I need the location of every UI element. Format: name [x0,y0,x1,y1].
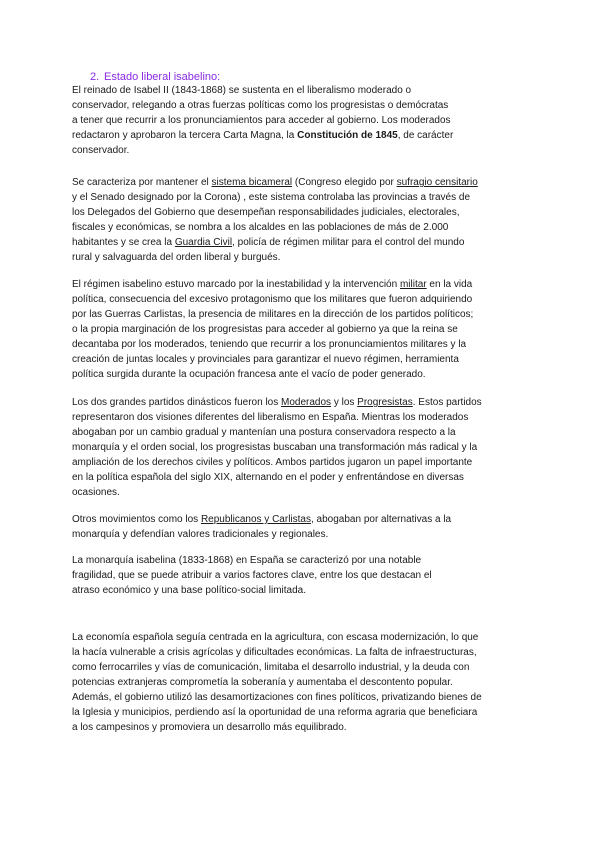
link-moderados: Moderados [281,397,332,408]
text-line: rural y salvaguarda del orden liberal y burgués. [72,252,281,263]
link-sufragio-censitario: sufragio censitario [396,177,478,188]
text-line: y el Senado designado por la Corona) , este sistema controlaba las provincias a través de [72,192,471,203]
text-line: La economía española seguía centrada en la agricultura, con escasa modernización, lo que [72,632,479,643]
text-line: política surgida durante la ocupación francesa ante el vacío de poder generado. [72,369,426,380]
text-line: la Iglesia y municipios, perdiendo así la oportunidad de una reforma agraria que beneficiara [72,707,478,718]
text-line: fragilidad, que se puede atribuir a varios factores clave, entre los que destacan el [72,570,432,581]
section-title: Estado liberal isabelino: [104,71,221,83]
paragraph-inestabilidad [72,277,542,382]
paragraph-sistema [72,175,542,265]
text-line: potencias extranjeras comprometía la soberanía y aumentaba el descontento popular. [72,677,453,688]
text-line: La monarquía isabelina (1833-1868) en España se caracterizó por una notable [72,555,422,566]
link-progresistas: Progresistas [357,397,413,408]
text-line: Se caracteriza por mantener el sistema bicameral (Congreso elegido por sufragio censitario [72,177,478,188]
paragraph-reinado [72,83,542,158]
text-line: Además, el gobierno utilizó las desamortizaciones con fines políticos, privatizando bienes de [72,692,482,703]
text-line: Otros movimientos como los Republicanos y Carlistas, abogaban por alternativas a la [72,514,452,525]
paragraph-fragilidad [72,553,542,598]
text-line: ocasiones. [72,487,120,498]
section-number: 2. [90,71,100,83]
paragraph-movimientos [72,512,542,542]
link-guardia-civil: Guardia Civil [174,237,233,248]
text-line: a tener que recurrir a los pronunciamientos para acceder al gobierno. Los moderados [72,115,451,126]
text-line: El reinado de Isabel II (1843-1868) se sustenta en el liberalismo moderado o [72,85,412,96]
link-sistema-bicameral: sistema bicameral [211,177,293,188]
link-republicanos-carlistas: Republicanos y Carlistas [200,514,311,525]
text-line: por las Guerras Carlistas, la presencia de militares en la dirección de los partidos políticos; [72,309,474,320]
text-line: en la política española del siglo XIX, alternando en el poder y enfrentándose en diversas [72,472,464,483]
text-line: El régimen isabelino estuvo marcado por la inestabilidad y la intervención militar en la vida [72,279,473,290]
text-line: abogaban por un cambio gradual y mantenían una postura conservadora respecto a la [72,427,456,438]
text-line: atraso económico y una base político-social limitada. [72,585,307,596]
text-line: monarquía y defendían valores tradicionales y regionales. [72,529,329,540]
text-line: Los dos grandes partidos dinásticos fueron los Moderados y los Progresistas. Estos partidos [72,397,482,408]
text-line: habitantes y se crea la Guardia Civil, policía de régimen militar para el control del mundo [72,237,465,248]
text-line: fiscales y económicas, se nombra a los alcaldes en las poblaciones de más de 2.000 [72,222,449,233]
paragraph-economia [72,630,542,735]
text-line: conservador. [72,145,130,156]
constitucion-1845: Constitución de 1845 [297,130,398,141]
text-line: o la propia marginación de los progresistas para acceder al gobierno ya que la reina se [72,324,458,335]
text-line: a los campesinos y promoviera un desarrollo más equilibrado. [72,722,347,733]
text-line: la hacía vulnerable a crisis agrícolas y dificultades económicas. La falta de infraestructuras, [72,647,477,658]
section-heading [90,71,220,83]
text-line: decantaba por los moderados, teniendo que recurrir a los pronunciamientos militares y la [72,339,467,350]
text-line: política, consecuencia del excesivo protagonismo que los militares que fueron adquiriendo [72,294,473,305]
text-line: conservador, relegando a otras fuerzas políticas como los progresistas o demócratas [72,100,449,111]
text-line: como ferrocarriles y vías de comunicación, limitaba el desarrollo industrial, y la deuda con [72,662,470,673]
text-line: creación de juntas locales y provinciales para garantizar el nuevo régimen, herramienta [72,354,459,365]
paragraph-partidos [72,395,542,500]
text-line: representaron dos visiones diferentes del liberalismo en España. Mientras los moderados [72,412,469,423]
text-line: ampliación de los derechos civiles y políticos. Ambos partidos jugaron un papel importante [72,457,473,468]
link-militar: militar [399,279,427,290]
text-line: los Delegados del Gobierno que desempeñan responsabilidades judiciales, electorales, [72,207,460,218]
text-line: monarquía y el orden social, los progresistas buscaban una transformación más radical y la [72,442,478,453]
text-line: redactaron y aprobaron la tercera Carta Magna, la Constitución de 1845, de carácter [72,130,454,141]
